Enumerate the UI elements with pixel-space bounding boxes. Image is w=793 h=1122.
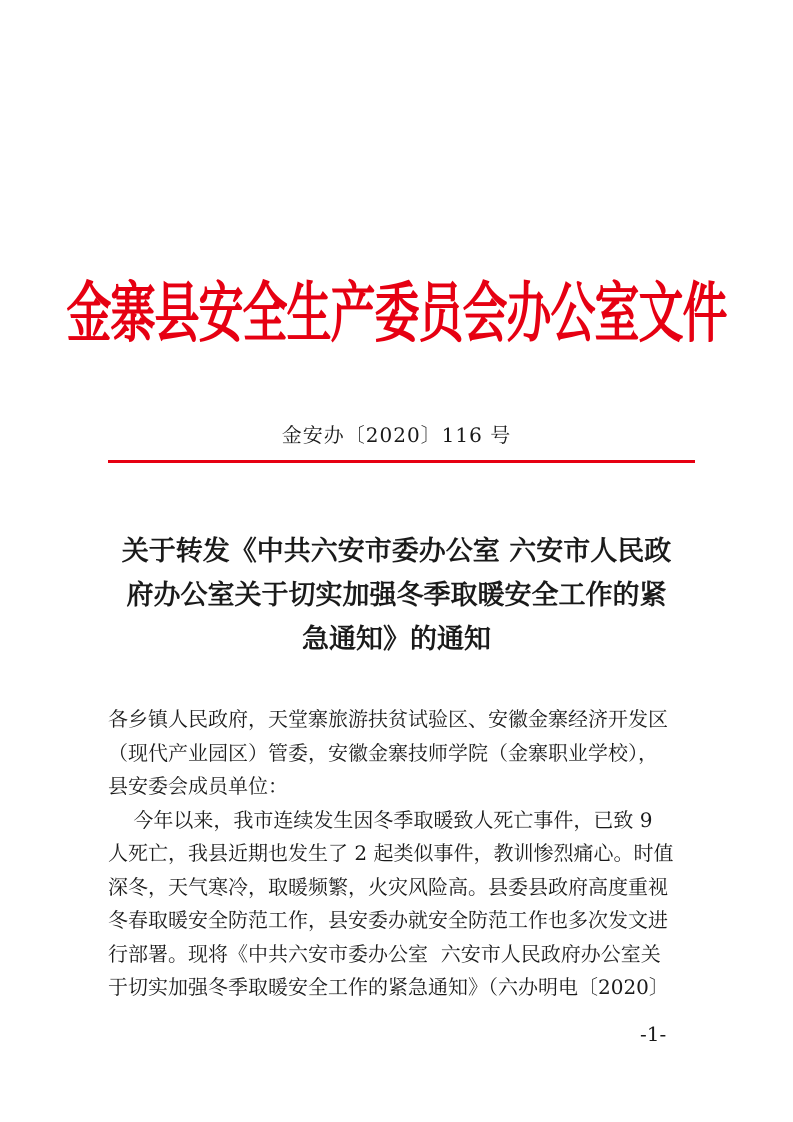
body-line: 于切实加强冬季取暖安全工作的紧急通知》（六办明电〔2020〕 xyxy=(108,975,669,999)
document-number: 金安办〔2020〕116 号 xyxy=(281,423,512,447)
title-line: 急通知》的通知 xyxy=(302,624,491,655)
title-line: 府办公室关于切实加强冬季取暖安全工作的紧 xyxy=(126,580,667,611)
body-line: 今年以来，我市连续发生因冬季取暖致人死亡事件，已致 9 xyxy=(108,807,653,832)
title-line: 关于转发《中共六安市委办公室 六安市人民政 xyxy=(121,536,672,567)
body-line: 深冬，天气寒冷，取暖频繁，火灾风险高。县委县政府高度重视 xyxy=(108,874,668,899)
document-title xyxy=(95,530,698,662)
body-line: （现代产业园区）管委，安徽金寨技师学院（金寨职业学校）， xyxy=(108,740,658,765)
page-number: -1- xyxy=(640,1022,667,1046)
body-line: 冬春取暖安全防范工作，县安委办就安全防范工作也多次发文进 xyxy=(108,908,668,932)
body-line: 人死亡，我县近期也发生了 2 起类似事件，教训惨烈痛心。时值 xyxy=(108,841,674,865)
body-line: 县安委会成员单位： xyxy=(108,774,288,798)
body-line: 各乡镇人民政府，天堂寨旅游扶贫试验区、安徽金寨经济开发区 xyxy=(108,707,668,731)
body-line: 行部署。现将《中共六安市委办公室 六安市人民政府办公室关 xyxy=(108,941,661,966)
masthead-title: 金寨县安全生产委员会办公室文件 xyxy=(66,274,727,352)
body-text xyxy=(108,703,708,1005)
red-divider-line xyxy=(108,460,695,463)
